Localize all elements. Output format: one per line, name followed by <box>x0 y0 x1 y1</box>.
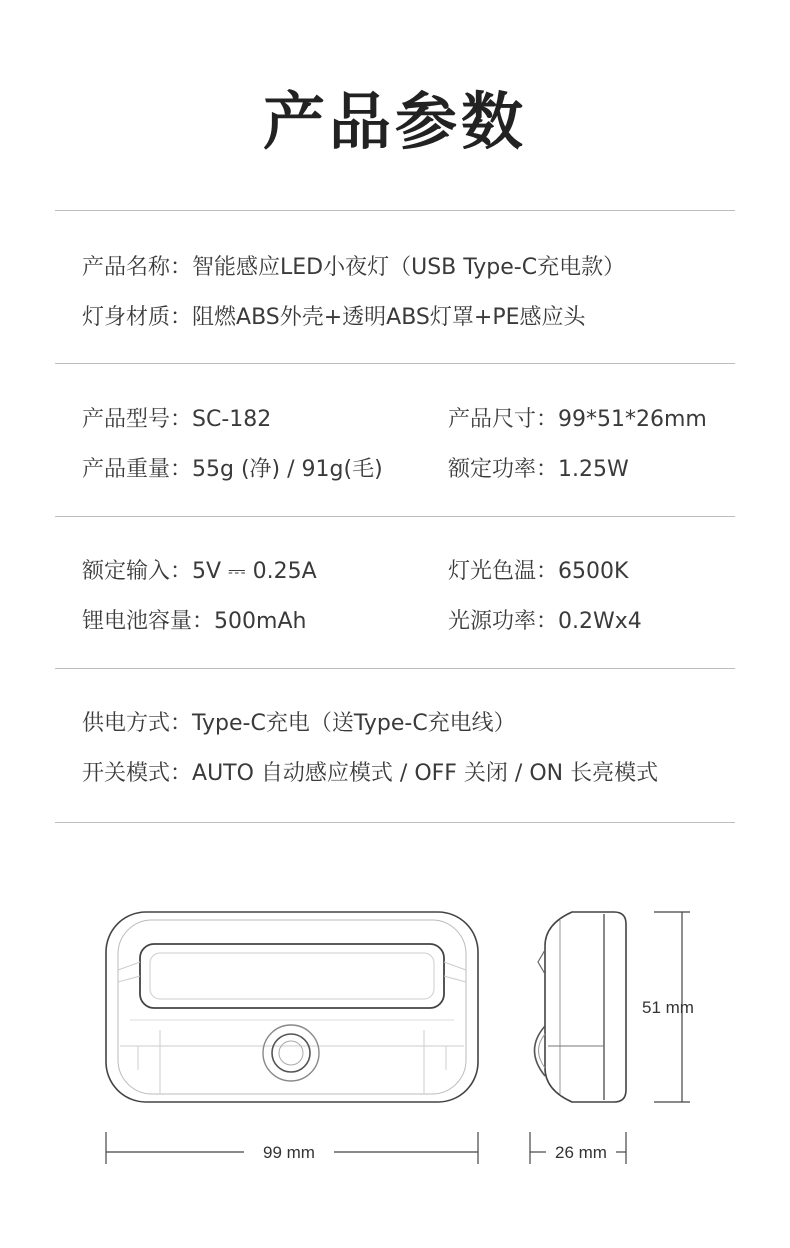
spec-label: 供电方式： <box>82 711 193 736</box>
divider <box>55 210 735 211</box>
divider <box>55 668 735 669</box>
front-view <box>106 912 478 1102</box>
spec-color-temp <box>448 554 628 585</box>
spec-value: 阻燃ABS外壳+透明ABS灯罩+PE感应头 <box>192 305 586 330</box>
spec-value: 55g (净) / 91g(毛) <box>192 457 383 482</box>
spec-input <box>82 554 317 585</box>
spec-value: AUTO 自动感应模式 / OFF 关闭 / ON 长亮模式 <box>192 761 659 786</box>
product-dimension-drawing <box>0 870 790 1210</box>
spec-label: 产品重量： <box>82 457 193 482</box>
spec-label: 产品型号： <box>82 407 193 432</box>
spec-label: 灯身材质： <box>82 305 193 330</box>
spec-value: 智能感应LED小夜灯（USB Type-C充电款） <box>192 255 626 280</box>
divider <box>55 363 735 364</box>
divider <box>55 516 735 517</box>
spec-label: 产品尺寸： <box>448 407 559 432</box>
spec-label: 产品名称： <box>82 255 193 280</box>
spec-value: 5V ⎓ 0.25A <box>192 559 317 584</box>
spec-value: 99*51*26mm <box>558 407 707 432</box>
spec-light-power <box>448 604 642 635</box>
spec-weight <box>82 452 383 483</box>
spec-product-name <box>82 250 625 281</box>
spec-supply <box>82 706 516 737</box>
width-dimension-label: 99 mm <box>263 1143 315 1162</box>
spec-label: 锂电池容量： <box>82 609 215 634</box>
spec-value: 1.25W <box>558 457 629 482</box>
spec-power <box>448 452 629 483</box>
divider <box>55 822 735 823</box>
spec-size <box>448 402 707 433</box>
spec-label: 光源功率： <box>448 609 559 634</box>
spec-value: SC-182 <box>192 407 272 432</box>
spec-switch <box>82 756 658 787</box>
spec-value: 0.2Wx4 <box>558 609 642 634</box>
page-title: 产品参数 <box>262 85 527 158</box>
spec-label: 额定功率： <box>448 457 559 482</box>
spec-label: 灯光色温： <box>448 559 559 584</box>
spec-model <box>82 402 271 433</box>
spec-label: 开关模式： <box>82 761 193 786</box>
spec-value: Type-C充电（送Type-C充电线） <box>192 711 516 736</box>
spec-value: 6500K <box>558 559 629 584</box>
height-dimension-label: 51 mm <box>642 998 694 1017</box>
side-view <box>535 912 627 1102</box>
spec-value: 500mAh <box>214 609 307 634</box>
spec-material <box>82 300 586 331</box>
depth-dimension-label: 26 mm <box>555 1143 607 1162</box>
spec-battery <box>82 604 306 635</box>
spec-label: 额定输入： <box>82 559 193 584</box>
